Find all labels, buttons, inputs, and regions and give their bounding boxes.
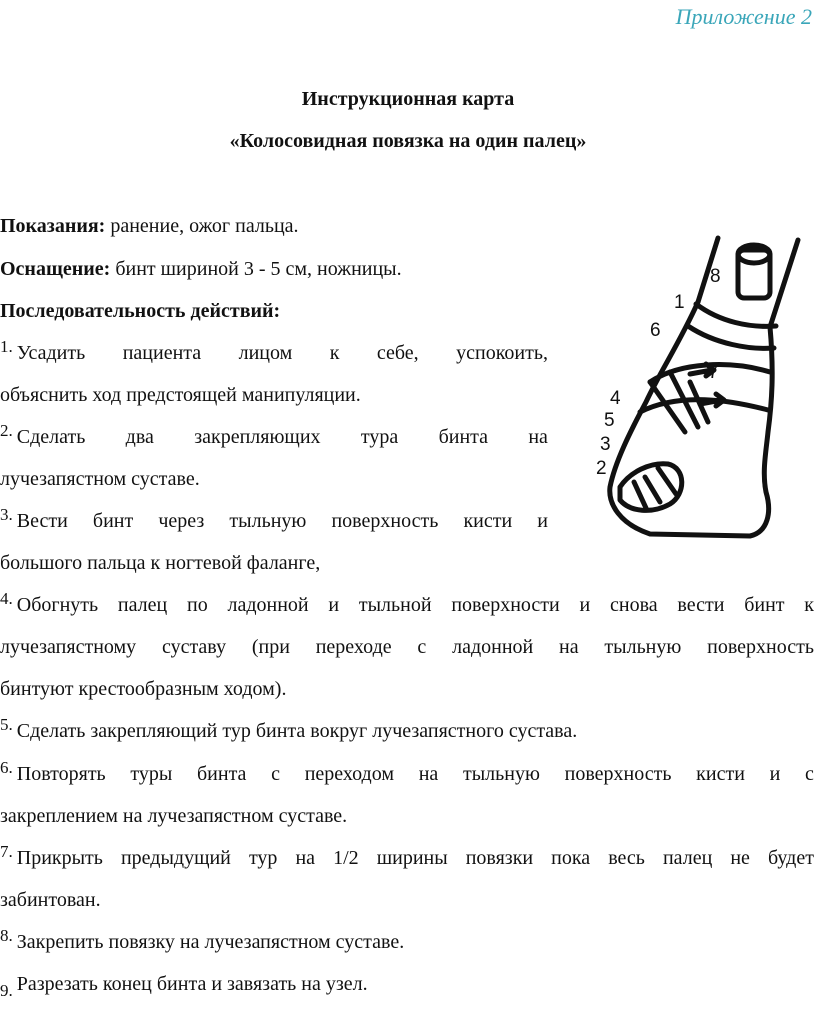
step-5-text: Сделать закрепляющий тур бинта вокруг лучезапястного сустава. [16,720,578,742]
step-2-line-1 [0,421,548,449]
word: тыльной [358,594,432,616]
equipment-line [0,258,402,281]
word: переходе [315,636,392,658]
step-9-number: 9. [0,981,13,1000]
document-subtitle: «Колосовидная повязка на один палец» [229,130,587,152]
word: суставу [161,636,227,658]
word: бинта [196,763,247,785]
step-number: 1. [0,337,13,356]
word: через [158,510,205,532]
figure-label-3: 3 [600,434,611,455]
word: и [328,594,340,616]
figure-label-6: 6 [650,320,661,341]
step-3-line-2: большого пальца к ногтевой фаланге, [0,552,321,574]
word: предыдущий [120,847,231,869]
word: поверхности [451,594,560,616]
indications-label: Показания: [0,215,106,237]
step-7-line-1 [0,842,814,870]
word: $^{6.}$ Повторять [0,758,106,785]
indications-text: ранение, ожог пальца. [105,215,299,237]
word: тура [360,426,399,448]
word: палец [117,594,168,616]
step-5-number: 5. [0,715,13,734]
step-9-line [0,973,368,1000]
word: к [804,594,814,616]
word: бинт [92,510,134,532]
word: закрепляющих [194,426,321,448]
step-5-line [0,715,578,743]
word: снова [609,594,658,616]
word: успокоить, [456,342,548,364]
figure-label-8: 8 [710,266,721,287]
word: к [329,342,340,364]
word: 1/2 [333,847,359,869]
step-7-line-2: забинтован. [0,889,101,911]
word: $^{2.}$ Сделать [0,421,86,448]
word: два [125,426,154,448]
hand-outline [610,302,772,536]
word: и [537,510,548,532]
word: себе, [376,342,419,364]
word: и [769,763,781,785]
figure-label-4: 4 [610,388,621,409]
equipment-label: Оснащение: [0,258,111,280]
word: на [528,426,548,448]
word: на [559,636,579,658]
figure-label-2: 2 [596,458,607,479]
word: (при [251,636,290,658]
bandage-illustration [590,232,810,542]
word: поверхность [331,510,439,532]
step-8-number: 8. [0,926,13,945]
step-4-line-1 [0,589,814,617]
word: $^{4.}$ Обогнуть [0,589,99,616]
word: тур [248,847,278,869]
step-4-line-2 [0,636,814,659]
word: по [187,594,208,616]
appendix-label: Приложение 2 [675,4,812,29]
word: кисти [696,763,745,785]
step-number: 7. [0,842,13,861]
equipment-text: бинт шириной 3 - 5 см, ножницы. [110,258,402,280]
word: ширины [376,847,448,869]
word: палец [662,847,713,869]
step-6-line-2: закреплением на лучезапястном суставе. [0,805,348,827]
word: тыльную [229,510,307,532]
word: с [804,763,814,785]
word: с [271,763,281,785]
sequence-label: Последовательность действий: [0,300,281,322]
word: с [417,636,427,658]
word: бинт [744,594,785,616]
word: на [418,763,439,785]
step-8-text: Закрепить повязку на лучезапястном суставе. [16,931,405,953]
word: на [295,847,316,869]
word: пациента [122,342,202,364]
figure-label-7: 7 [708,362,719,383]
step-number: 3. [0,505,13,524]
word: лучезапястному [0,636,137,658]
word: повязки [465,847,534,869]
word: и [579,594,591,616]
word: бинта [438,426,489,448]
word: пока [551,847,591,869]
step-4-line-3: бинтуют крестообразным ходом). [0,678,287,700]
document-title: Инструкционная карта [301,88,515,110]
word: ладонной [452,636,534,658]
word: $^{1.}$ Усадить [0,337,86,364]
indications-line [0,215,299,238]
word: не [730,847,750,869]
word: будет [767,847,814,869]
step-number: 6. [0,758,13,777]
step-number: 4. [0,589,13,608]
step-3-line-1 [0,505,548,533]
word: поверхность [564,763,672,785]
word: туры [130,763,173,785]
step-1-line-1 [0,337,548,365]
word: вести [677,594,725,616]
word: $^{7.}$ Прикрыть [0,842,103,869]
word: весь [608,847,645,869]
step-8-line [0,926,405,954]
word: поверхность [707,636,814,658]
word: лицом [238,342,293,364]
step-9-text: Разрезать конец бинта и завязать на узел. [16,973,368,995]
wrist-tour-1 [696,304,776,326]
step-1-line-2: объяснить ход предстоящей манипуляции. [0,384,361,406]
figure-label-5: 5 [604,410,615,431]
word: тыльную [604,636,682,658]
figure-label-1: 1 [674,292,685,313]
word: $^{3.}$ Вести [0,505,68,532]
wrist-tour-2 [688,326,774,348]
word: кисти [463,510,513,532]
word: ладонной [227,594,309,616]
step-2-line-2: лучезапястном суставе. [0,468,200,490]
word: переходом [304,763,395,785]
word: тыльную [462,763,540,785]
step-number: 2. [0,421,13,440]
bandage-roll [738,250,770,298]
step-6-line-1 [0,758,814,786]
